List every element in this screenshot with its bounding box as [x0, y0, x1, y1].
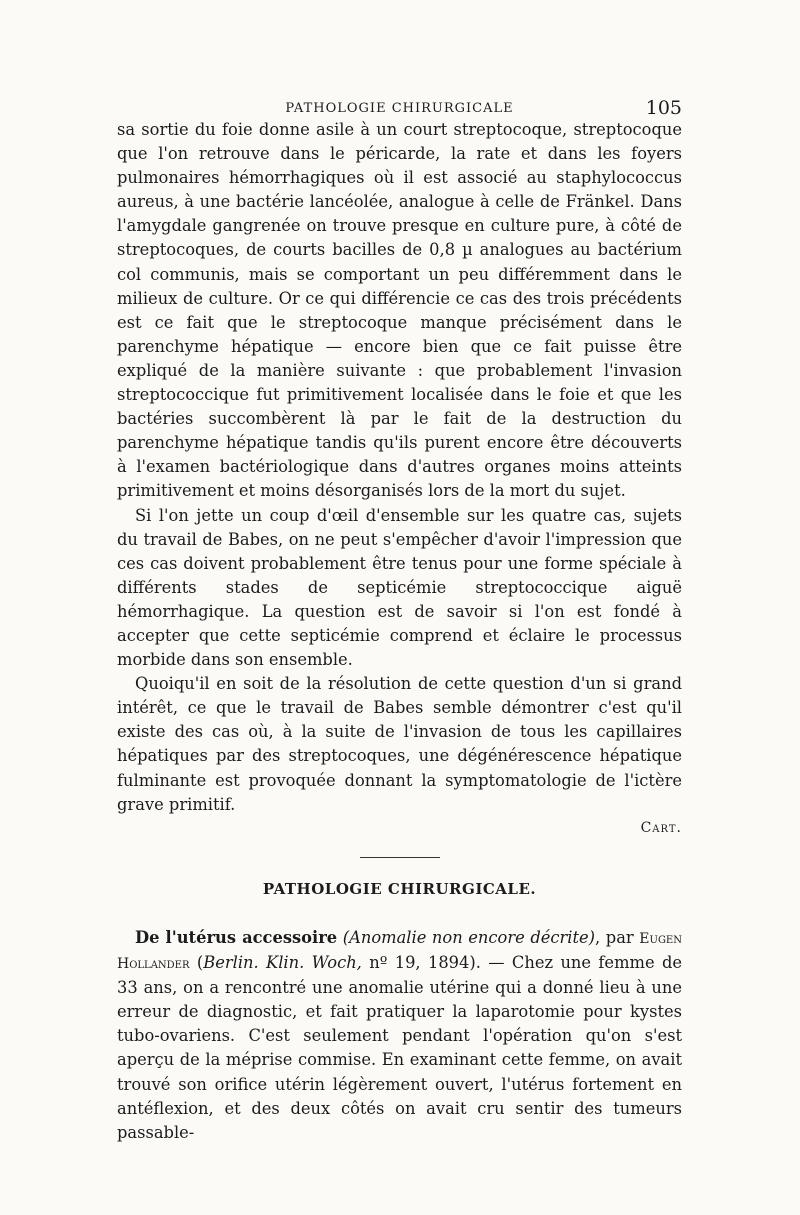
- author-signature: Cart.: [640, 820, 682, 836]
- by-text: , par: [595, 928, 640, 947]
- running-title: PATHOLOGIE CHIRURGICALE: [285, 101, 514, 116]
- abstract-author: Eugen Hollander: [117, 931, 682, 973]
- section-heading: PATHOLOGIE CHIRURGICALE.: [262, 880, 537, 898]
- section-divider: [360, 857, 440, 858]
- abstract-body: — Chez une femme de 33 ans, on a rencontré une anomalie utérine qui a donné lieu à une erreur de diagnostic, et fait pratiquer la laparotomie pour kystes tubo-ovariens. C'est seulement pendant l'opération qu'on s'est aperçu de la méprise commise. En examinant cette femme, on avait trouvé son orifice utérin légèrement ouvert, l'utérus fortement en antéflexion, et des deux côtés on avait cru sentir des tumeurs passable-: [117, 953, 682, 1142]
- article-body: [117, 118, 682, 817]
- abstract-title: De l'utérus accessoire: [135, 928, 338, 947]
- abstract-entry: [117, 926, 682, 1145]
- page-number: 105: [645, 97, 682, 119]
- abstract-subtitle: (Anomalie non encore décrite): [342, 928, 596, 947]
- paragraph-3: Quoiqu'il en soit de la résolution de cette question d'un si grand intérêt, ce que le travail de Babes semble démontrer c'est qu'il existe des cas où, à la suite de l'invasion de tous les capillaires hépatiques par des streptocoques, une dégénérescence hépatique fulminante est provoquée donnant la symptomatologie de l'ictère grave primitif.: [117, 674, 682, 814]
- journal-name: Berlin. Klin. Woch,: [203, 953, 362, 973]
- citation-open: (: [189, 953, 204, 973]
- citation-rest: nº 19, 1894).: [361, 953, 481, 973]
- paragraph-2: Si l'on jette un coup d'œil d'ensemble sur les quatre cas, sujets du travail de Babes, on ne peut s'empêcher d'avoir l'impression que ces cas doivent probablement être tenus pour une forme spéciale à différents stades de septicémie streptococcique aiguë hémorrhagique. La question est de savoir si l'on est fondé à accepter que cette septicémie comprend et éclaire le processus morbide dans son ensemble.: [117, 505, 682, 670]
- abstract-paragraph: [117, 926, 682, 1145]
- paragraph-1: sa sortie du foie donne asile à un court streptocoque, streptocoque que l'on retrouve dans le péricarde, la rate et dans les foyers pulmonaires hémorrhagiques où il est associé au staphylococcus aureus, à une bactérie lancéolée, analogue à celle de Fränkel. Dans l'amygdale gangrenée on trouve presque en culture pure, à côté de streptocoques, de courts bacilles de 0,8 µ analogues au bactérium col communis, mais se comportant un peu différemment dans le milieux de culture. Or ce qui différencie ce cas des trois précédents est ce fait que le streptocoque manque précisément dans le parenchyme hépatique — encore bien que ce fait puisse être expliqué de la manière suivante : que probablement l'invasion streptococcique fut primitivement localisée dans le foie et que les bactéries succombèrent là par le fait de la destruction du parenchyme hépatique tandis qu'ils purent encore être découverts à l'examen bactériologique dans d'autres organes moins atteints primitivement et moins désorganisés lors de la mort du sujet.: [117, 120, 682, 501]
